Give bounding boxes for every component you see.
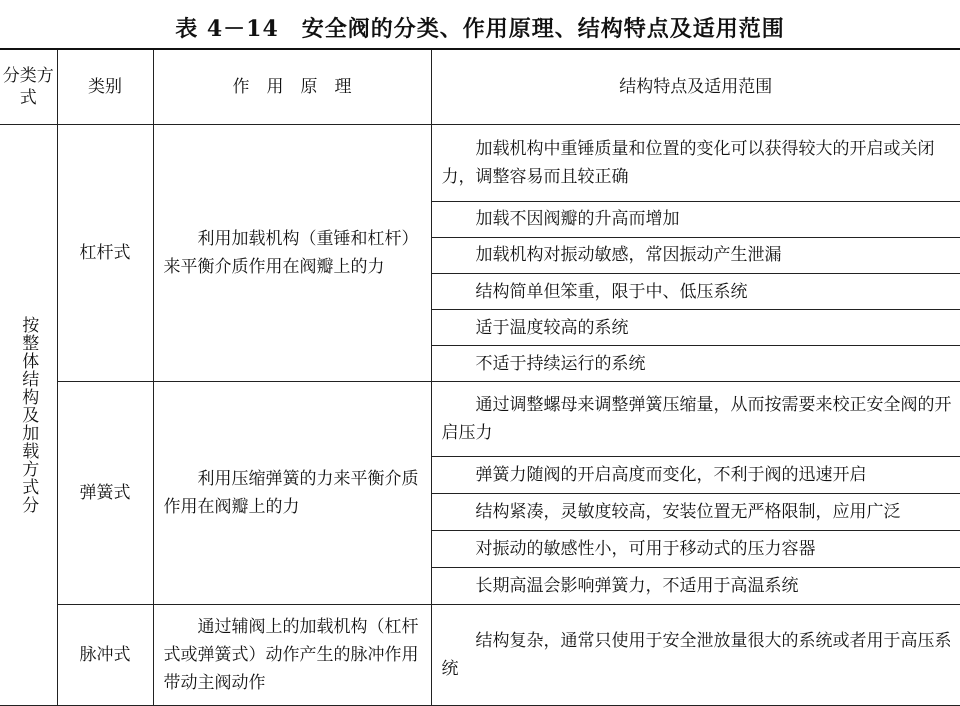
feature-cell: 加载机构对振动敏感，常因振动产生泄漏 <box>431 237 960 273</box>
safety-valve-table <box>0 48 960 706</box>
feature-cell: 结构简单但笨重，限于中、低压系统 <box>431 274 960 310</box>
feature-cell: 弹簧力随阀的开启高度而变化，不利于阀的迅速开启 <box>431 456 960 493</box>
feature-cell: 加载机构中重锤质量和位置的变化可以获得较大的开启或关闭力，调整容易而且较正确 <box>431 125 960 201</box>
feature-cell: 通过调整螺母来调整弹簧压缩量，从而按需要来校正安全阀的开启压力 <box>431 382 960 456</box>
header-principle: 作 用 原 理 <box>153 49 431 125</box>
header-row <box>0 49 960 125</box>
principle-cell: 利用压缩弹簧的力来平衡介质作用在阀瓣上的力 <box>153 382 431 605</box>
feature-cell: 加载不因阀瓣的升高而增加 <box>431 201 960 237</box>
header-method: 分类方式 <box>0 49 57 125</box>
feature-cell: 结构复杂，通常只使用于安全泄放量很大的系统或者用于高压系统 <box>431 605 960 706</box>
category-cell: 杠杆式 <box>57 125 153 382</box>
table-row <box>0 605 960 706</box>
method-cell <box>0 125 57 706</box>
feature-cell: 不适于持续运行的系统 <box>431 346 960 382</box>
table-row <box>0 125 960 201</box>
category-cell: 弹簧式 <box>57 382 153 605</box>
header-features: 结构特点及适用范围 <box>431 49 960 125</box>
principle-cell: 通过辅阀上的加载机构（杠杆式或弹簧式）动作产生的脉冲作用带动主阀动作 <box>153 605 431 706</box>
header-category: 类别 <box>57 49 153 125</box>
feature-cell: 适于温度较高的系统 <box>431 310 960 346</box>
table-row <box>0 382 960 456</box>
feature-cell: 长期高温会影响弹簧力，不适用于高温系统 <box>431 568 960 605</box>
table-title: 表 4－14 安全阀的分类、作用原理、结构特点及适用范围 <box>175 16 785 42</box>
method-value: 按整体结构及加载方式分 <box>18 316 39 515</box>
category-cell: 脉冲式 <box>57 605 153 706</box>
feature-cell: 对振动的敏感性小，可用于移动式的压力容器 <box>431 531 960 568</box>
feature-cell: 结构紧凑，灵敏度较高，安装位置无严格限制，应用广泛 <box>431 493 960 530</box>
principle-cell: 利用加载机构（重锤和杠杆）来平衡介质作用在阀瓣上的力 <box>153 125 431 382</box>
